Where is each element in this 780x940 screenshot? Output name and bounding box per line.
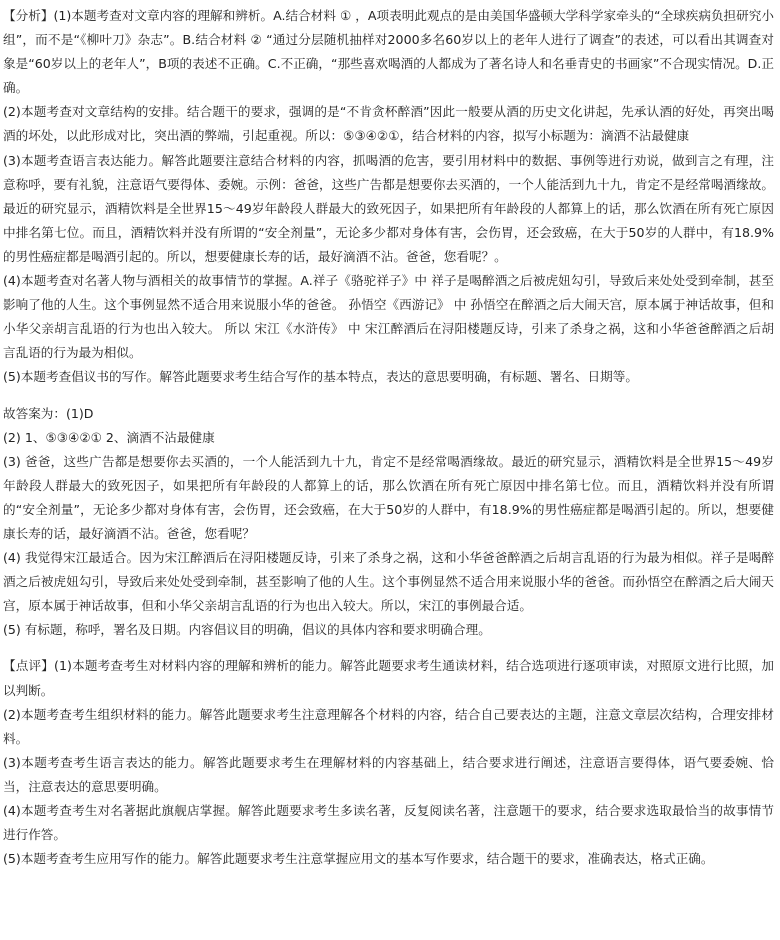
answer-paragraph-4: (4) 我觉得宋江最适合。因为宋江醉酒后在浔阳楼题反诗，引来了杀身之祸，这和小华爸爸醉酒之后胡言乱语的行为最为相似。祥子是喝醉酒之后被虎妞勾引，导致后来处处受到牵制，甚至影响了他的人生。这个事例显然不适合用来说服小华的爸爸。而孙悟空在醉酒之后大闹天宫，原本属于神话故事，但和小华父亲胡言乱语的行为也出入较大。所以，宋江的事例最合适。	[3, 550, 774, 614]
comment-section	[3, 654, 774, 871]
comment-paragraph-2: (2)本题考查考生组织材料的能力。解答此题要求考生注意理解各个材料的内容，结合自己要表达的主题，注意文章层次结构，合理安排材料。	[3, 706, 774, 746]
analysis-paragraph-2: (2)本题考查对文章结构的安排。结合题干的要求，强调的是“不肯贪杯醉酒”因此一般要从酒的历史文化讲起，先承认酒的好处，再突出喝酒的坏处，以此形成对比，突出酒的弊端，引起重视。所以：⑤③④②①，结合材料的内容，拟写小标题为：滴酒不沾最健康	[3, 104, 774, 144]
analysis-paragraph-5: (5)本题考查倡议书的写作。解答此题要求考生结合写作的基本特点，表达的意思要明确，有标题、署名、日期等。	[3, 369, 638, 385]
answer-paragraph-1: 故答案为：(1)D	[3, 405, 94, 421]
analysis-paragraph-4: (4)本题考查对名著人物与酒相关的故事情节的掌握。A.祥子《骆驼祥子》中 祥子是喝醉酒之后被虎妞勾引，导致后来处处受到牵制，甚至影响了他的人生。这个事例显然不适合用来说服小华的爸爸。 孙悟空《西游记》 中 孙悟空在醉酒之后大闹天宫，原本属于神话故事，但和小华父亲胡言乱语的行为也出入较大。 所以 宋江《水浒传》 中 宋江醉酒后在浔阳楼题反诗，引来了杀身之祸，这和小华爸爸醉酒之后胡言乱语的行为最为相似。	[3, 273, 774, 361]
answer-paragraph-5: (5) 有标题，称呼，署名及日期。内容倡议目的明确，倡议的具体内容和要求明确合理。	[3, 622, 491, 638]
analysis-section	[3, 4, 774, 390]
comment-paragraph-3: (3)本题考查考生语言表达的能力。解答此题要求考生在理解材料的内容基础上，结合要求进行阐述，注意语言要得体，语气要委婉、恰当，注意表达的意思要明确。	[3, 754, 774, 794]
analysis-paragraph-3: (3)本题考查语言表达能力。解答此题要注意结合材料的内容，抓喝酒的危害，要引用材料中的数据、事例等进行劝说，做到言之有理，注意称呼，要有礼貌，注意语气要得体、委婉。示例：爸爸，这些广告都是想要你去买酒的，一个人能活到九十九，肯定不是经常喝酒缘故。最近的研究显示，酒精饮料是全世界15～49岁年龄段人群最大的致死因子，如果把所有年龄段的人都算上的话，那么饮酒在所有死亡原因中排名第七位。而且，酒精饮料并没有所谓的“安全剂量”，无论多少都对身体有害，会伤胃，还会致癌，在大于50岁的人群中，有18.9%的男性癌症都是喝酒引起的。所以，想要健康长寿的话，最好滴酒不沾。爸爸，您看呢？。	[3, 152, 774, 264]
answer-paragraph-2: (2) 1、⑤③④②① 2、滴酒不沾最健康	[3, 429, 215, 445]
answer-paragraph-3: (3) 爸爸，这些广告都是想要你去买酒的，一个人能活到九十九，肯定不是经常喝酒缘故。最近的研究显示，酒精饮料是全世界15～49岁年龄段人群最大的致死因子，如果把所有年龄段的人都算上的话，那么饮酒在所有死亡原因中排名第七位。而且，酒精饮料并没有所谓的“安全剂量”，无论多少都对身体有害，会伤胃，还会致癌，在大于50岁的人群中，有18.9%的男性癌症都是喝酒引起的。所以，想要健康长寿的话，最好滴酒不沾。爸爸，您看呢？	[3, 453, 774, 541]
analysis-paragraph-1: 【分析】(1)本题考查对文章内容的理解和辨析。A.结合材料 ① ，A项表明此观点的是由美国华盛顿大学科学家牵头的“全球疾病负担研究小组”，而不是“《柳叶刀》杂志”。B.结合材料 ② “通过分层随机抽样对2000多名60岁以上的老年人进行了调查”的表述，可以看出其调查对象是“60岁以上的老年人”，B项的表述不正确。C.不正确，“那些喜欢喝酒的人都成为了著名诗人和名垂青史的书画家”不合现实情况。D.正确。	[3, 8, 774, 96]
comment-paragraph-4: (4)本题考查考生对名著据此旗舰店掌握。解答此题要求考生多读名著，反复阅读名著，注意题干的要求，结合要求选取最恰当的故事情节进行作答。	[3, 803, 774, 843]
comment-paragraph-5: (5)本题考查考生应用写作的能力。解答此题要求考生注意掌握应用文的基本写作要求，结合题干的要求，准确表达，格式正确。	[3, 851, 714, 867]
answer-section	[3, 402, 774, 643]
comment-paragraph-1: 【点评】(1)本题考查考生对材料内容的理解和辨析的能力。解答此题要求考生通读材料，结合选项进行逐项审读，对照原文进行比照，加以判断。	[3, 658, 774, 698]
